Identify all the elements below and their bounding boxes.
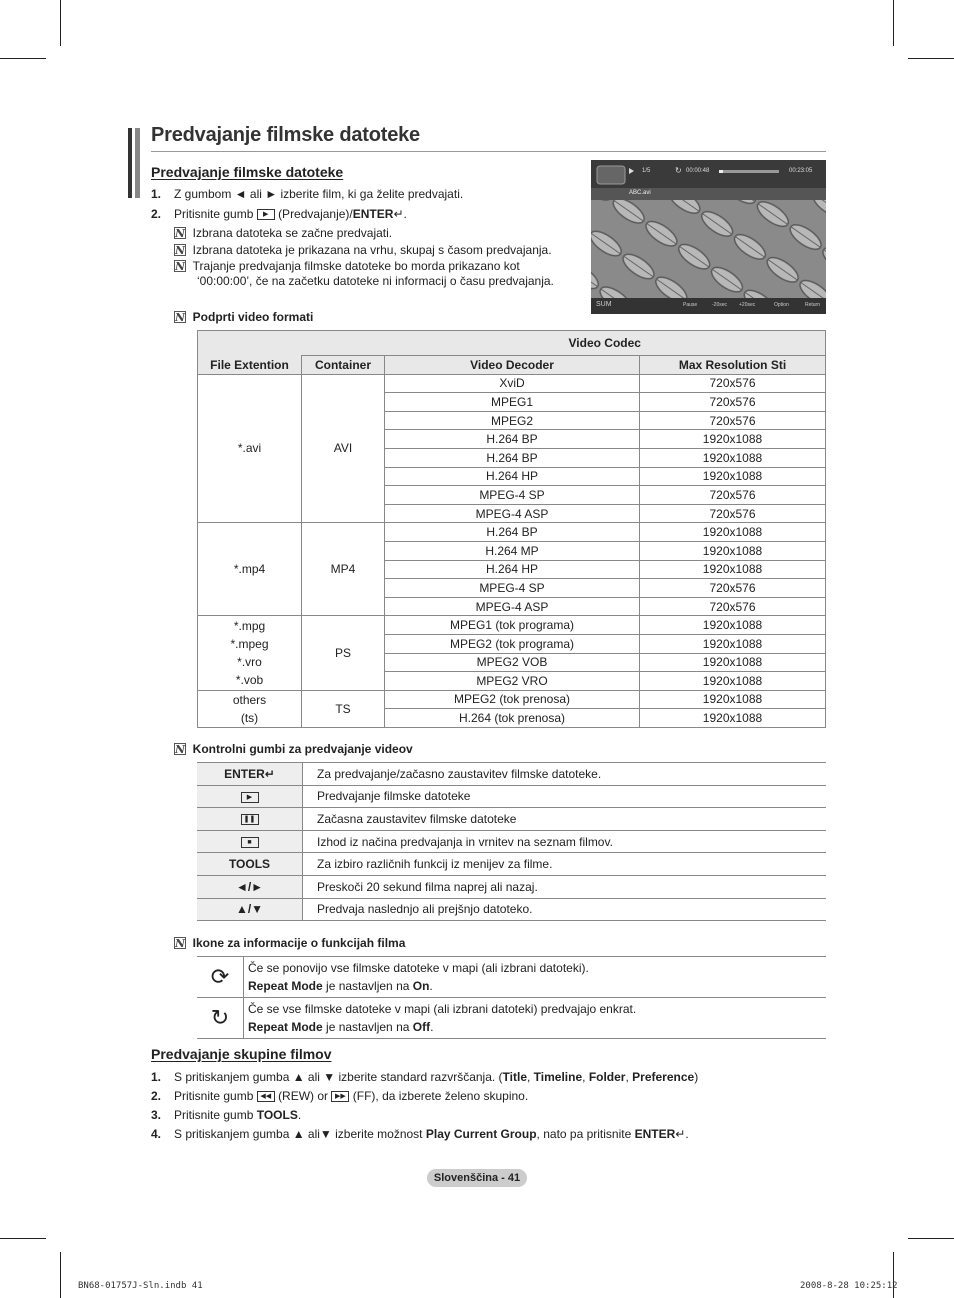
decoder-cell: MPEG2 VOB <box>385 653 640 672</box>
formats-note: N Podprti video formati <box>175 310 314 324</box>
decoder-cell: MPEG2 VRO <box>385 672 640 691</box>
resolution-cell: 1920x1088 <box>640 634 826 653</box>
note-item: N Izbrana datoteka se začne predvajati. <box>175 226 393 240</box>
table-row <box>198 690 826 709</box>
step-text: S pritiskanjem gumba ▲ ali ▼ izberite standard razvrščanja. (Title, Timeline, Folder, Preference) <box>174 1070 699 1084</box>
step-number: 3. <box>151 1108 162 1122</box>
hint-option: Option <box>774 302 789 308</box>
resolution-cell: 720x576 <box>640 374 826 393</box>
note-icon: N <box>175 260 186 273</box>
section1-heading: Predvajanje filmske datoteke <box>151 164 344 180</box>
resolution-cell: 1920x1088 <box>640 541 826 560</box>
play-button-icon: ▶ <box>257 209 275 220</box>
ff-icon: ▶▶ <box>331 1091 349 1102</box>
header-ext: File Extention <box>198 356 302 375</box>
resolution-cell: 720x576 <box>640 411 826 430</box>
info-icons-table <box>197 956 826 1039</box>
enter-icon: ↵ <box>264 766 275 781</box>
table-row: ❚❚ Začasna zaustavitev filmske datoteke <box>197 808 826 831</box>
decoder-cell: H.264 HP <box>385 560 640 579</box>
decoder-cell: MPEG2 (tok prenosa) <box>385 690 640 709</box>
step-text: S pritiskanjem gumba ▲ ali▼ izberite možnost Play Current Group, nato pa pritisnite ENTER↵. <box>174 1127 689 1141</box>
decoder-cell: H.264 BP <box>385 448 640 467</box>
title-divider <box>151 151 826 152</box>
page-number: Slovenščina - 41 <box>427 1169 527 1187</box>
hint-ff: +20sec <box>739 302 756 308</box>
decoder-cell: MPEG-4 SP <box>385 486 640 505</box>
step-number: 2. <box>151 207 162 221</box>
hint-return: Return <box>805 302 821 308</box>
header-container: Container <box>302 356 385 375</box>
resolution-cell: 720x576 <box>640 579 826 598</box>
pause-icon: ❚❚ <box>241 814 259 825</box>
resolution-cell: 1920x1088 <box>640 709 826 728</box>
time-total: 00:23:05 <box>789 168 813 174</box>
decoder-cell: H.264 MP <box>385 541 640 560</box>
container-cell: PS <box>302 616 385 690</box>
resolution-cell: 1920x1088 <box>640 690 826 709</box>
decoder-cell: XviD <box>385 374 640 393</box>
step-number: 4. <box>151 1127 162 1141</box>
info-icons-note: N Ikone za informacije o funkcijah filma <box>175 936 406 950</box>
decoder-cell: H.264 (tok prenosa) <box>385 709 640 728</box>
step-text: Pritisnite gumb ▶ (Predvajanje)/ENTER↵. <box>174 207 407 221</box>
table-row: ■ Izhod iz načina predvajanja in vrnitev na seznam filmov. <box>197 830 826 853</box>
hint-pause: Pause <box>683 302 698 308</box>
table-row <box>198 374 826 393</box>
imprint-file: BN68-01757J-Sln.indb 41 <box>78 1281 203 1291</box>
container-cell: MP4 <box>302 523 385 616</box>
note-item: N Izbrana datoteka je prikazana na vrhu, skupaj s časom predvajanja. <box>175 243 552 257</box>
resolution-cell: 1920x1088 <box>640 467 826 486</box>
decoder-cell: MPEG1 (tok programa) <box>385 616 640 635</box>
file-extension-cell: *.mpg *.mpeg *.vro *.vob <box>198 616 302 690</box>
file-extension-cell: others (ts) <box>198 690 302 727</box>
decoder-cell: MPEG-4 ASP <box>385 504 640 523</box>
table-row <box>198 616 826 635</box>
resolution-cell: 1920x1088 <box>640 523 826 542</box>
repeat-once-icon: ↻ <box>197 998 244 1039</box>
hint-rew: -20sec <box>712 302 728 308</box>
decoder-cell: MPEG2 <box>385 411 640 430</box>
repeat-icon: ↻ <box>675 166 682 175</box>
table-row: ENTER↵ Za predvajanje/začasno zaustavitev filmske datoteke. <box>197 763 826 786</box>
note-item: N Trajanje predvajanja filmske datoteke bo morda prikazano kot <box>175 259 520 273</box>
title-bar-dark <box>128 128 132 198</box>
playback-screenshot <box>591 160 826 314</box>
decoder-cell: MPEG-4 ASP <box>385 597 640 616</box>
note-continuation: ‘00:00:00’, če na začetku datoteke ni informacij o času predvajanja. <box>197 274 554 288</box>
note-icon: N <box>175 311 186 324</box>
resolution-cell: 720x576 <box>640 504 826 523</box>
rew-icon: ◀◀ <box>257 1091 275 1102</box>
page-title: Predvajanje filmske datoteke <box>151 124 420 146</box>
note-icon: N <box>175 937 186 950</box>
table-row: ◄/► Preskoči 20 sekund filma naprej ali nazaj. <box>197 875 826 898</box>
codec-group-header: Video Codec <box>385 331 826 356</box>
table-row: ▶ Predvajanje filmske datoteke <box>197 785 826 808</box>
resolution-cell: 1920x1088 <box>640 448 826 467</box>
sum-label: SUM <box>596 301 612 308</box>
decoder-cell: H.264 HP <box>385 467 640 486</box>
step-number: 1. <box>151 1070 162 1084</box>
step-text: Pritisnite gumb ◀◀ (REW) or ▶▶ (FF), da izberete želeno skupino. <box>174 1089 529 1103</box>
controls-note: N Kontrolni gumbi za predvajanje videov <box>175 742 413 756</box>
note-icon: N <box>175 227 186 240</box>
file-name: ABC.avi <box>629 190 651 196</box>
enter-icon: ↵ <box>393 207 404 221</box>
table-row: ▲/▼ Predvaja naslednjo ali prejšnjo datoteko. <box>197 898 826 921</box>
resolution-cell: 1920x1088 <box>640 653 826 672</box>
file-counter: 1/5 <box>642 168 651 174</box>
resolution-cell: 720x576 <box>640 393 826 412</box>
step-text: Pritisnite gumb TOOLS. <box>174 1108 302 1122</box>
step-number: 2. <box>151 1089 162 1103</box>
table-row <box>198 523 826 542</box>
resolution-cell: 720x576 <box>640 597 826 616</box>
decoder-cell: MPEG-4 SP <box>385 579 640 598</box>
section2-heading: Predvajanje skupine filmov <box>151 1046 332 1062</box>
step-text: Z gumbom ◄ ali ► izberite film, ki ga želite predvajati. <box>174 187 464 201</box>
decoder-cell: MPEG2 (tok programa) <box>385 634 640 653</box>
resolution-cell: 1920x1088 <box>640 430 826 449</box>
play-icon: ▶ <box>241 792 259 803</box>
step-number: 1. <box>151 187 162 201</box>
stop-icon: ■ <box>241 837 259 848</box>
resolution-cell: 1920x1088 <box>640 672 826 691</box>
table-row: ↻ Če se vse filmske datoteke v mapi (ali izbrani datoteki) predvajajo enkrat. Repeat Mode je nastavljen na Off. <box>197 998 826 1039</box>
note-icon: N <box>175 244 186 257</box>
resolution-cell: 720x576 <box>640 486 826 505</box>
decoder-cell: H.264 BP <box>385 523 640 542</box>
file-extension-cell: *.mp4 <box>198 523 302 616</box>
container-cell: AVI <box>302 374 385 523</box>
header-decoder: Video Decoder <box>385 356 640 375</box>
title-bar-light <box>135 128 140 198</box>
time-current: 00:00:48 <box>686 168 710 174</box>
decoder-cell: H.264 BP <box>385 430 640 449</box>
imprint-date: 2008-8-28 10:25:12 <box>800 1281 898 1291</box>
note-icon: N <box>175 743 186 756</box>
repeat-all-icon: ⟳ <box>197 957 244 998</box>
controls-table <box>197 762 826 921</box>
decoder-cell: MPEG1 <box>385 393 640 412</box>
table-row: ⟳ Če se ponovijo vse filmske datoteke v mapi (ali izbrani datoteki). Repeat Mode je nastavljen na On. <box>197 957 826 998</box>
resolution-cell: 1920x1088 <box>640 560 826 579</box>
video-codec-table <box>197 330 826 728</box>
container-cell: TS <box>302 690 385 727</box>
file-extension-cell: *.avi <box>198 374 302 523</box>
enter-icon: ↵ <box>675 1127 686 1141</box>
header-resolution: Max Resolution Sti <box>640 356 826 375</box>
resolution-cell: 1920x1088 <box>640 616 826 635</box>
table-row: TOOLS Za izbiro različnih funkcij iz menijev za filme. <box>197 853 826 876</box>
